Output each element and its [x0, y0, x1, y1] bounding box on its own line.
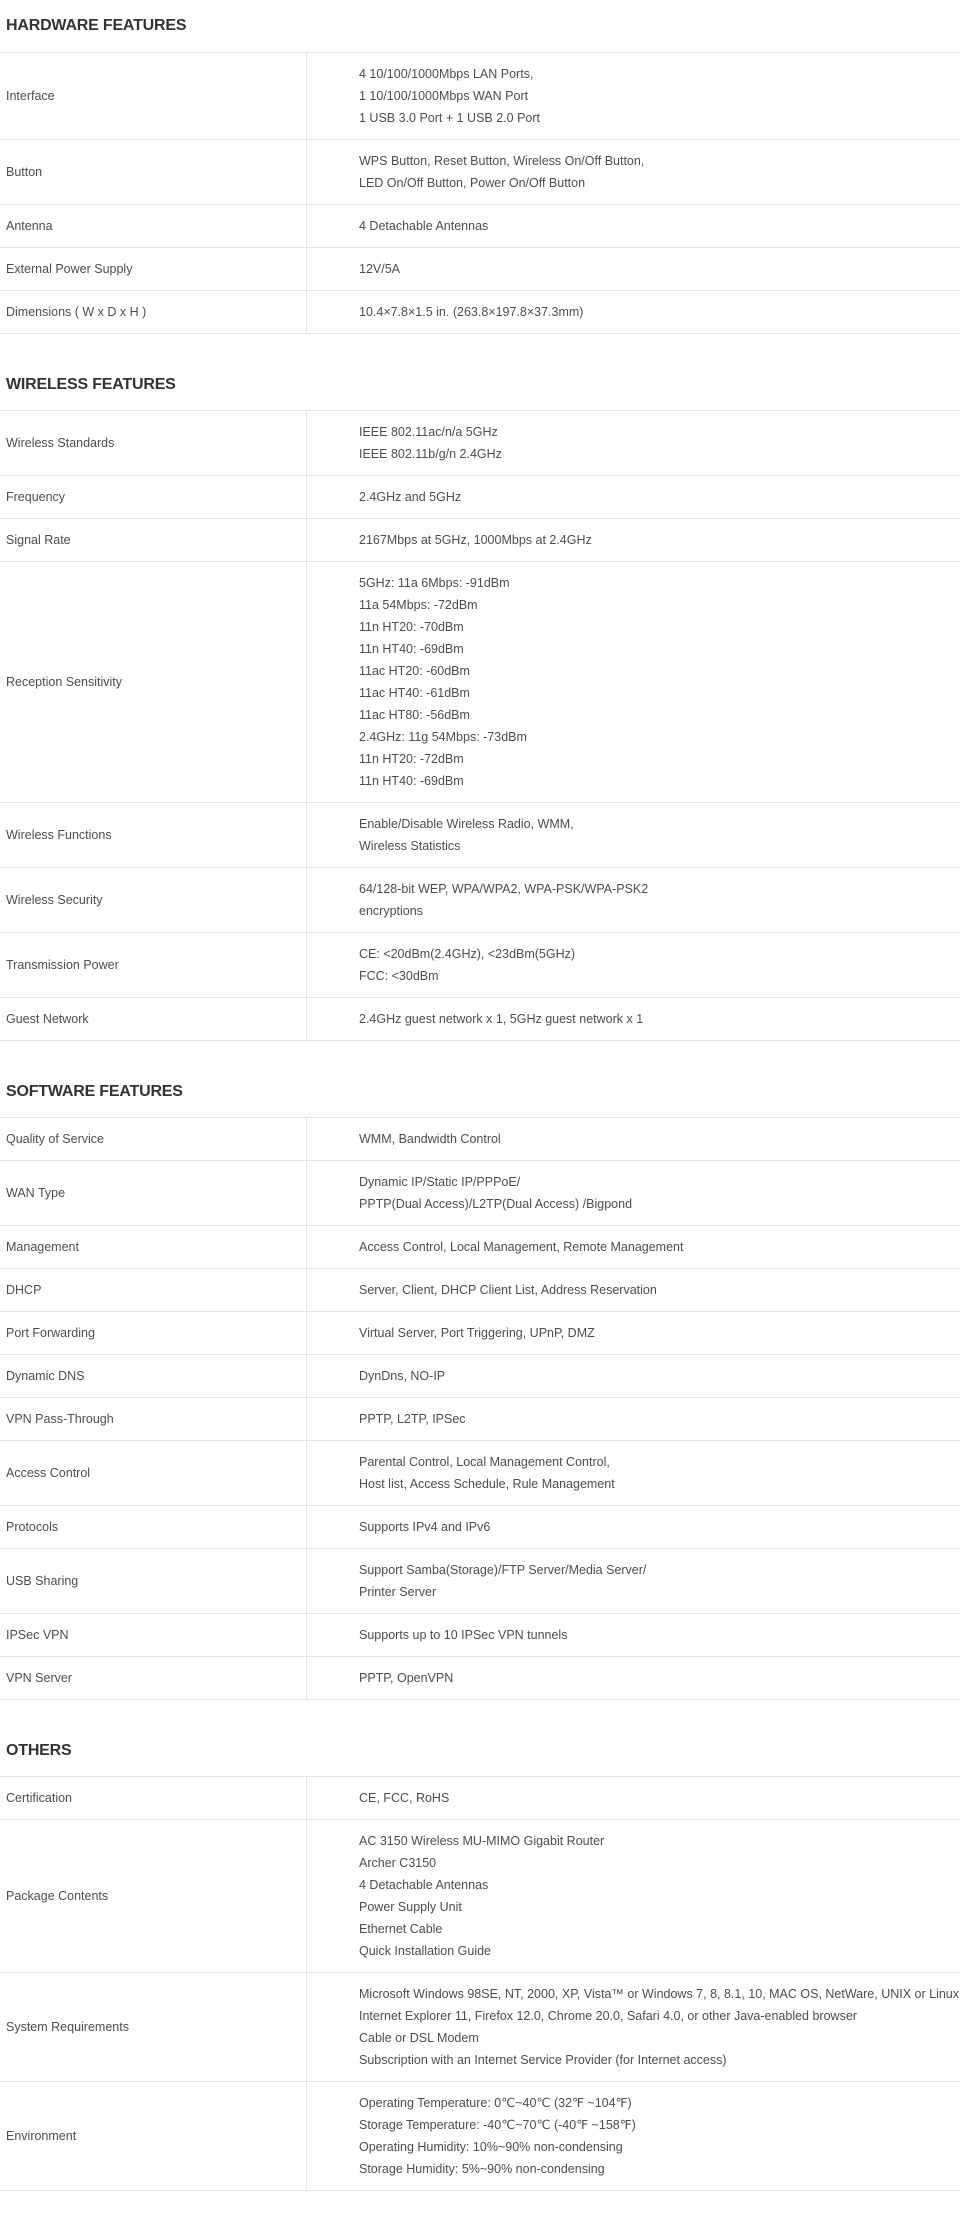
table-row [0, 140, 960, 205]
section-software-features [0, 1065, 960, 1700]
spec-label: WAN Type [0, 1161, 307, 1226]
section-title: HARDWARE FEATURES [0, 0, 960, 53]
spec-label: Management [0, 1226, 307, 1269]
spec-label: Interface [0, 53, 307, 140]
spec-value: 10.4×7.8×1.5 in. (263.8×197.8×37.3mm) [307, 291, 960, 334]
table-row [0, 1657, 960, 1700]
spec-value: Virtual Server, Port Triggering, UPnP, DMZ [307, 1312, 960, 1355]
table-row [0, 1614, 960, 1657]
spec-table [0, 1777, 960, 2191]
table-row [0, 1161, 960, 1226]
spec-value: PPTP, L2TP, IPSec [307, 1398, 960, 1441]
table-row [0, 998, 960, 1041]
spec-value: Support Samba(Storage)/FTP Server/Media Server/ Printer Server [307, 1549, 960, 1614]
table-row [0, 1312, 960, 1355]
table-row [0, 1226, 960, 1269]
spec-value: Supports up to 10 IPSec VPN tunnels [307, 1614, 960, 1657]
spec-value: Parental Control, Local Management Control, Host list, Access Schedule, Rule Management [307, 1441, 960, 1506]
table-row [0, 933, 960, 998]
section-title: WIRELESS FEATURES [0, 358, 960, 411]
spec-label: Wireless Functions [0, 803, 307, 868]
table-row [0, 803, 960, 868]
section-wireless-features [0, 358, 960, 1041]
table-row [0, 1777, 960, 1820]
table-row [0, 562, 960, 803]
spec-label: Frequency [0, 476, 307, 519]
spec-label: VPN Pass-Through [0, 1398, 307, 1441]
spec-value: DynDns, NO-IP [307, 1355, 960, 1398]
spec-label: Transmission Power [0, 933, 307, 998]
spec-label: USB Sharing [0, 1549, 307, 1614]
spec-label: Access Control [0, 1441, 307, 1506]
section-spacer [0, 1041, 960, 1065]
table-row [0, 2082, 960, 2191]
section-spacer [0, 334, 960, 358]
section-title: SOFTWARE FEATURES [0, 1065, 960, 1118]
table-row [0, 1549, 960, 1614]
table-row [0, 1820, 960, 1973]
table-row [0, 476, 960, 519]
spec-value: 2167Mbps at 5GHz, 1000Mbps at 2.4GHz [307, 519, 960, 562]
spec-label: Wireless Standards [0, 411, 307, 476]
spec-value: 64/128-bit WEP, WPA/WPA2, WPA-PSK/WPA-PSK2 encryptions [307, 868, 960, 933]
spec-table [0, 1118, 960, 1700]
spec-label: Certification [0, 1777, 307, 1820]
spec-value: Access Control, Local Management, Remote Management [307, 1226, 960, 1269]
spec-value: Microsoft Windows 98SE, NT, 2000, XP, Vista™ or Windows 7, 8, 8.1, 10, MAC OS, NetWare, UNIX or Linux Internet Explorer 11, Firefox 12.0, Chrome 20.0, Safari 4.0, or other Java-enabled browser Cable or DSL Modem Subscription with an Internet Service Provider (for Internet access) [307, 1973, 960, 2082]
table-row [0, 1398, 960, 1441]
spec-value: Dynamic IP/Static IP/PPPoE/ PPTP(Dual Access)/L2TP(Dual Access) /Bigpond [307, 1161, 960, 1226]
table-row [0, 1973, 960, 2082]
spec-table [0, 53, 960, 334]
spec-label: Quality of Service [0, 1118, 307, 1161]
spec-label: External Power Supply [0, 248, 307, 291]
section-hardware-features [0, 0, 960, 334]
spec-label: Antenna [0, 205, 307, 248]
section-others [0, 1724, 960, 2191]
spec-value: AC 3150 Wireless MU-MIMO Gigabit Router Archer C3150 4 Detachable Antennas Power Supply Unit Ethernet Cable Quick Installation Guide [307, 1820, 960, 1973]
table-row [0, 411, 960, 476]
spec-value: Enable/Disable Wireless Radio, WMM, Wireless Statistics [307, 803, 960, 868]
spec-label: System Requirements [0, 1973, 307, 2082]
spec-value: WPS Button, Reset Button, Wireless On/Off Button, LED On/Off Button, Power On/Off Button [307, 140, 960, 205]
table-row [0, 291, 960, 334]
spec-label: Signal Rate [0, 519, 307, 562]
table-row [0, 1506, 960, 1549]
table-row [0, 205, 960, 248]
section-spacer [0, 1700, 960, 1724]
spec-value: IEEE 802.11ac/n/a 5GHz IEEE 802.11b/g/n 2.4GHz [307, 411, 960, 476]
spec-value: Operating Temperature: 0℃~40℃ (32℉ ~104℉) Storage Temperature: -40℃~70℃ (-40℉ ~158℉) Operating Humidity: 10%~90% non-condensing Storage Humidity: 5%~90% non-condensing [307, 2082, 960, 2191]
spec-value: 5GHz: 11a 6Mbps: -91dBm 11a 54Mbps: -72dBm 11n HT20: -70dBm 11n HT40: -69dBm 11ac HT20: -60dBm 11ac HT40: -61dBm 11ac HT80: -56dBm 2.4GHz: 11g 54Mbps: -73dBm 11n HT20: -72dBm 11n HT40: -69dBm [307, 562, 960, 803]
spec-label: IPSec VPN [0, 1614, 307, 1657]
spec-value: WMM, Bandwidth Control [307, 1118, 960, 1161]
table-row [0, 1118, 960, 1161]
spec-label: Button [0, 140, 307, 205]
spec-value: CE: <20dBm(2.4GHz), <23dBm(5GHz) FCC: <30dBm [307, 933, 960, 998]
table-row [0, 1269, 960, 1312]
spec-label: Dynamic DNS [0, 1355, 307, 1398]
spec-value: CE, FCC, RoHS [307, 1777, 960, 1820]
table-row [0, 519, 960, 562]
spec-label: Wireless Security [0, 868, 307, 933]
spec-value: 4 Detachable Antennas [307, 205, 960, 248]
table-row [0, 248, 960, 291]
spec-value: Server, Client, DHCP Client List, Address Reservation [307, 1269, 960, 1312]
table-row [0, 1355, 960, 1398]
section-title: OTHERS [0, 1724, 960, 1777]
spec-label: Reception Sensitivity [0, 562, 307, 803]
spec-value: 2.4GHz and 5GHz [307, 476, 960, 519]
spec-table [0, 411, 960, 1041]
spec-value: 4 10/100/1000Mbps LAN Ports, 1 10/100/1000Mbps WAN Port 1 USB 3.0 Port + 1 USB 2.0 Port [307, 53, 960, 140]
spec-value: 12V/5A [307, 248, 960, 291]
spec-label: Protocols [0, 1506, 307, 1549]
spec-label: Environment [0, 2082, 307, 2191]
spec-label: Port Forwarding [0, 1312, 307, 1355]
table-row [0, 1441, 960, 1506]
spec-value: 2.4GHz guest network x 1, 5GHz guest network x 1 [307, 998, 960, 1041]
spec-value: Supports IPv4 and IPv6 [307, 1506, 960, 1549]
table-row [0, 868, 960, 933]
spec-label: VPN Server [0, 1657, 307, 1700]
table-row [0, 53, 960, 140]
spec-label: DHCP [0, 1269, 307, 1312]
spec-label: Package Contents [0, 1820, 307, 1973]
spec-label: Guest Network [0, 998, 307, 1041]
spec-value: PPTP, OpenVPN [307, 1657, 960, 1700]
spec-label: Dimensions ( W x D x H ) [0, 291, 307, 334]
